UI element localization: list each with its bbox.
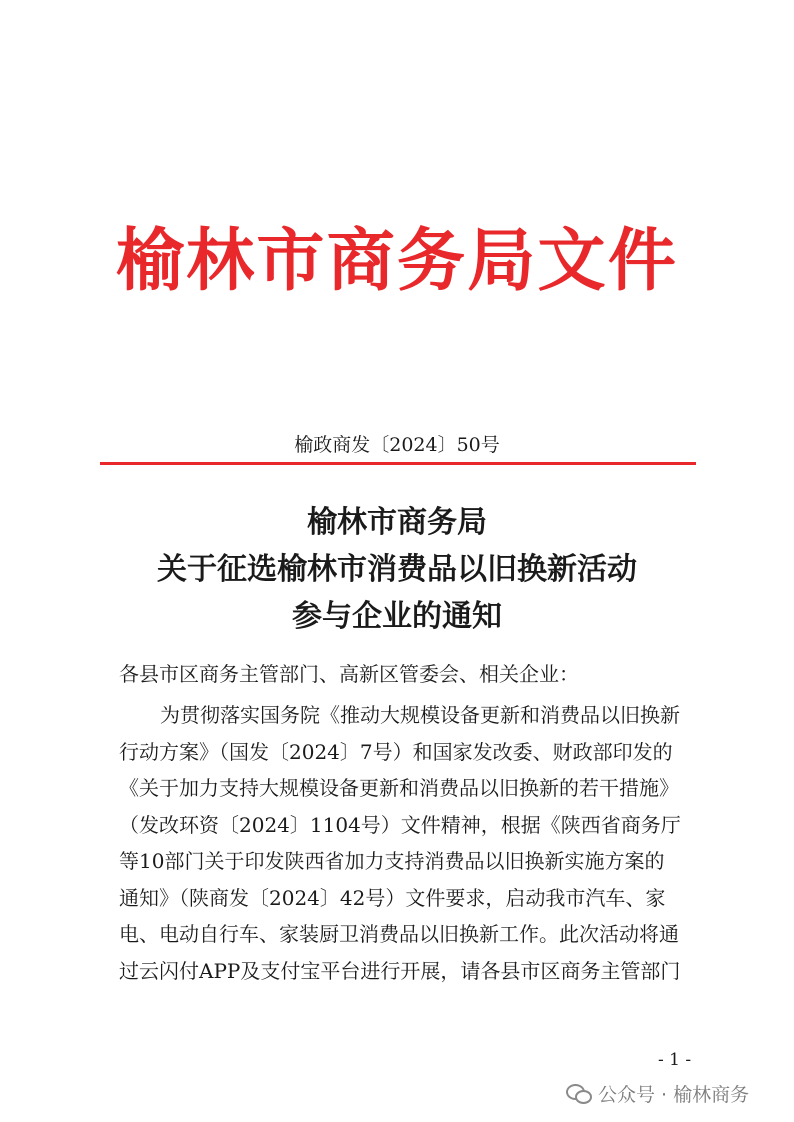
- body-line: 通知》（陕商发〔2024〕42号）文件要求，启动我市汽车、家: [119, 886, 666, 910]
- watermark-text: 公众号 · 榆林商务: [598, 1084, 750, 1106]
- notice-title-line-1: 榆林市商务局: [307, 505, 487, 540]
- body-line: 为贯彻落实国务院《推动大规模设备更新和消费品以旧换新: [160, 703, 680, 727]
- red-divider-line: [100, 462, 696, 465]
- body-line: （发改环资〔2024〕1104号）文件精神，根据《陕西省商务厅: [119, 813, 681, 837]
- document-number: 榆政商发〔2024〕50号: [294, 434, 500, 456]
- notice-title-line-3: 参与企业的通知: [292, 599, 502, 634]
- body-line: 过云闪付APP及支付宝平台进行开展，请各县市区商务主管部门: [119, 959, 681, 983]
- notice-title-line-2: 关于征选榆林市消费品以旧换新活动: [157, 552, 637, 587]
- page-number: - 1 -: [658, 1050, 692, 1070]
- body-line: 《关于加力支持大规模设备更新和消费品以旧换新的若干措施》: [119, 776, 679, 800]
- wechat-watermark: [566, 1080, 749, 1107]
- body-line: 行动方案》（国发〔2024〕7号）和国家发改委、财政部印发的: [119, 740, 673, 764]
- wechat-icon: [566, 1084, 590, 1104]
- document-header-title: 榆林市商务局文件: [115, 222, 679, 301]
- body-line: 等10部门关于印发陕西省加力支持消费品以旧换新实施方案的: [119, 849, 665, 873]
- recipients-line: 各县市区商务主管部门、高新区管委会、相关企业：: [119, 662, 579, 686]
- body-line: 电、电动自行车、家装厨卫消费品以旧换新工作。此次活动将通: [119, 922, 679, 946]
